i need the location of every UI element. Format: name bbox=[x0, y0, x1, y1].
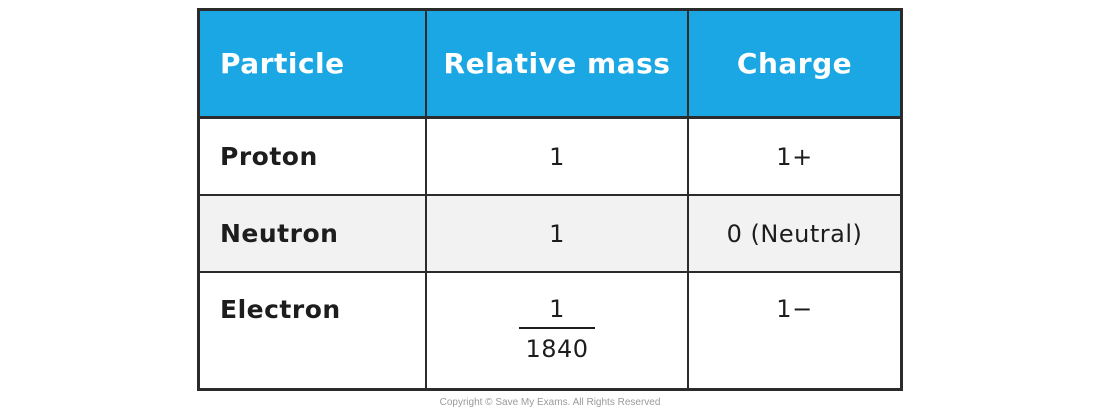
header-charge: Charge bbox=[689, 11, 900, 119]
particle-table bbox=[197, 8, 903, 391]
row-neutron-charge: 0 (Neutral) bbox=[689, 196, 900, 273]
row-neutron-particle: Neutron bbox=[200, 196, 427, 273]
mass-fraction bbox=[519, 295, 595, 363]
row-proton-charge: 1+ bbox=[689, 119, 900, 196]
row-electron-mass bbox=[427, 273, 689, 388]
copyright-notice: Copyright © Save My Exams. All Rights Reserved bbox=[439, 397, 661, 408]
fraction-denominator: 1840 bbox=[525, 335, 589, 363]
header-relative-mass: Relative mass bbox=[427, 11, 689, 119]
row-electron-particle: Electron bbox=[200, 273, 427, 388]
fraction-numerator: 1 bbox=[549, 295, 565, 323]
row-proton-particle: Proton bbox=[200, 119, 427, 196]
fraction-bar bbox=[519, 327, 595, 329]
row-neutron-mass: 1 bbox=[427, 196, 689, 273]
row-proton-mass: 1 bbox=[427, 119, 689, 196]
row-electron-charge: 1− bbox=[776, 295, 813, 323]
header-particle: Particle bbox=[200, 11, 427, 119]
